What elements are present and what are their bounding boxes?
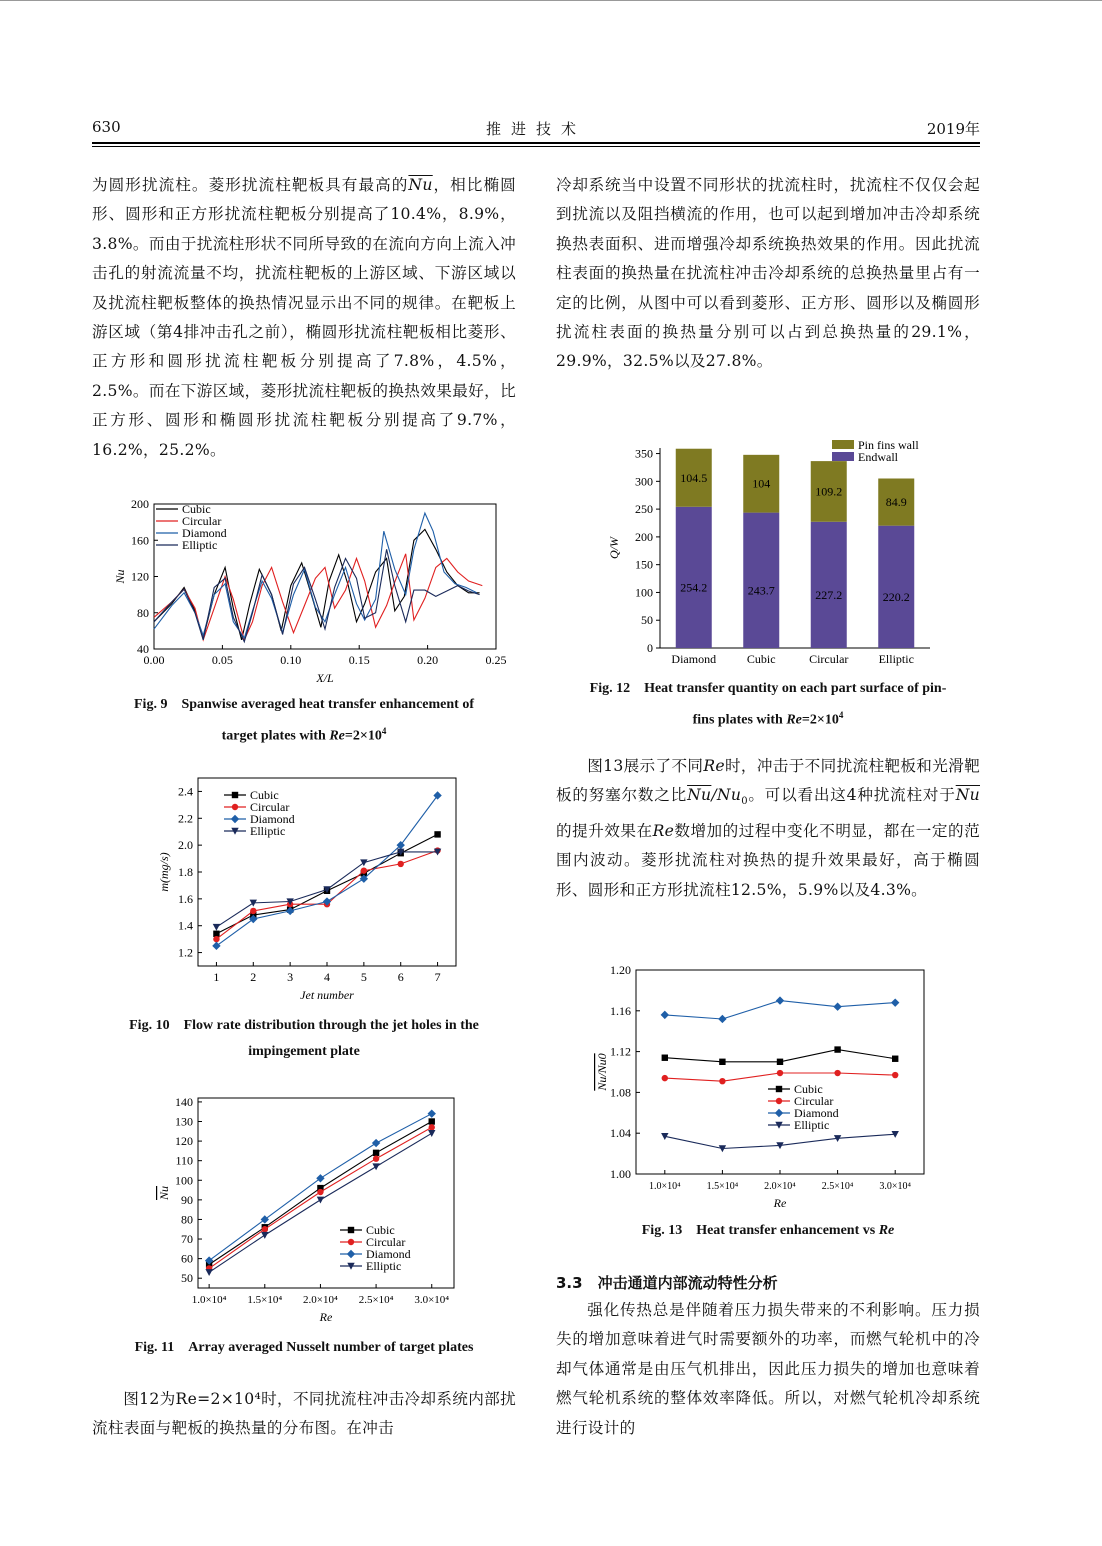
data-point-diamond [316,1174,324,1182]
y-tick-label: 110 [175,1153,193,1168]
x-axis-label: X/L [316,671,334,685]
y-tick-label: 1.4 [178,918,193,933]
y-axis-label: Nu [113,569,127,584]
y-tick-label: 350 [635,446,653,461]
section-heading: 3.3 冲击通道内部流动特性分析 [556,1274,778,1292]
x-tick-label: 0.00 [143,653,165,667]
legend-label: Cubic [182,502,211,516]
y-tick-label: 100 [175,1173,193,1188]
series-line-elliptic [154,549,480,642]
y-tick-label: 90 [181,1192,193,1207]
x-tick-label: 0.10 [280,653,302,667]
legend-label: Cubic [250,788,279,802]
data-point-cubic [719,1059,725,1065]
legend-marker [348,1239,354,1245]
legend-marker [347,1250,355,1258]
legend-label: Circular [794,1094,834,1108]
right-paragraph-3: 强化传热总是伴随着压力损失带来的不利影响。压力损失的增加意味着进气时需要额外的功率，而燃气轮机中的冷却气体通常是由压气机排出，因此压力损失的增加也意味着燃气轮机系统的整体效率降低。所以，对燃气轮机冷却系统进行设计的 [556,1301,980,1437]
legend-marker [231,815,239,823]
issue-year: 2019年 [926,120,980,138]
y-tick-label: 1.6 [178,891,193,906]
data-point-diamond [372,1139,380,1147]
page-header [92,118,980,144]
fig10-chart [92,770,516,1010]
bar-label-pin-fins: 84.9 [885,495,907,510]
x-tick-label: 0.25 [485,653,507,667]
data-point-diamond [433,791,441,799]
data-point-cubic [777,1059,783,1065]
data-point-circular [361,867,367,873]
bar-label-pin-fins: 104.5 [680,470,708,485]
data-point-elliptic [213,924,220,931]
bar-endwall [743,513,779,648]
y-tick-label: 1.2 [178,945,193,960]
data-point-diamond [661,1011,669,1019]
fig9-caption: Fig. 9 Spanwise averaged heat transfer enhancement of target plates with $Re=2\times 10^4$ [134,697,474,744]
data-point-cubic [834,1046,840,1052]
data-point-diamond [212,942,220,950]
left-paragraph-1: 为圆形扰流柱。菱形扰流柱靶板具有最高的$\overline{Nu}$，相比椭圆形、圆形和正方形扰流柱靶板分别提高了10.4%，8.9%，3.8%。而由于扰流柱形状不同所导致的在流向方向上流入冲击孔的射流流量不均，扰流柱靶板的上游区域、下游区域以及扰流柱靶板整体的换热情况显示出不同的规律。在靶板上游区域（第4排冲击孔之前），椭圆形扰流柱靶板相比菱形、正方形和圆形扰流柱靶板分别提高了7.8%，4.5%，2.5%。而在下游区域，菱形扰流柱靶板的换热效果最好，比正方形、圆形和椭圆形扰流柱靶板分别提高了9.7%，16.2%，25.2%。 [92,176,516,459]
legend-label: Elliptic [182,538,218,552]
y-axis-label: m(mg/s) [157,852,171,892]
y-tick-label: 200 [131,497,149,511]
data-point-circular [262,1226,268,1232]
legend-label: Elliptic [250,824,286,838]
legend-label: Elliptic [366,1259,402,1273]
right-paragraph-1: 冷却系统当中设置不同形状的扰流柱时，扰流柱不仅仅会起到扰流以及阻挡横流的作用，也可以起到增加冲击冷却系统换热表面积、进而增强冷却系统换热效果的作用。因此扰流柱表面的换热量在扰流柱冲击冷却系统的总换热量里占有一定的比例，从图中可以看到菱形、正方形、圆形以及椭圆形扰流柱表面的换热量分别可以占到总换热量的29.1%，29.9%，32.5%以及27.8%。 [556,176,980,371]
y-tick-label: 2.2 [178,811,193,826]
data-point-cubic [429,1118,435,1124]
data-point-cubic [662,1055,668,1061]
data-point-diamond [891,998,899,1006]
bar-label-endwall: 254.2 [680,580,708,595]
page-top-border [0,0,1102,1]
data-point-diamond [261,1215,269,1223]
data-point-circular [373,1156,379,1162]
x-axis-label: Jet number [300,988,354,1002]
x-tick-label: 1.5×10⁴ [706,1181,739,1192]
y-tick-label: 1.8 [178,865,193,879]
y-tick-label: 50 [641,613,653,628]
fig11-caption: Fig. 11 Array averaged Nusselt number of target plates [134,1340,474,1355]
data-point-diamond [428,1109,436,1117]
data-point-elliptic [205,1269,212,1276]
category-label: Elliptic [878,652,914,666]
data-point-cubic [373,1150,379,1156]
fig12-caption: Fig. 12 Heat transfer quantity on each part surface of pin- fins plates with $Re=2\times 10^4$ [589,681,947,728]
data-point-elliptic [317,1197,324,1204]
legend-label: Diamond [794,1106,839,1120]
y-tick-label: 80 [137,605,149,620]
data-point-circular [777,1070,783,1076]
x-tick-label: 2 [250,970,257,984]
legend-label: Diamond [250,812,295,826]
x-tick-label: 2.0×10⁴ [764,1181,796,1192]
x-tick-label: 7 [434,970,441,984]
y-tick-label: 1.12 [610,1044,631,1059]
x-tick-label: 3 [287,970,294,984]
bar-endwall [878,526,914,648]
x-tick-label: 3.0×10⁴ [879,1181,912,1192]
journal-name: 推进技术 [485,120,586,138]
y-tick-label: 2.4 [178,784,193,799]
legend-label: Circular [182,514,222,528]
category-label: Circular [809,652,849,666]
bar-label-endwall: 220.2 [882,589,910,604]
data-point-diamond [833,1003,841,1011]
x-axis-label: Re [773,1196,787,1210]
data-point-circular [429,1124,435,1130]
legend-label: Cubic [794,1082,823,1096]
legend-marker [775,1109,783,1117]
legend-label: Cubic [366,1223,395,1237]
data-point-circular [719,1078,725,1084]
y-tick-label: 80 [181,1212,193,1227]
y-tick-label: 1.00 [610,1167,631,1181]
x-tick-label: 6 [397,970,404,984]
x-tick-label: 2.0×10⁴ [303,1294,338,1306]
legend-marker [232,804,238,810]
x-axis-label: Re [319,1310,333,1324]
legend-label: Endwall [858,450,898,464]
legend-swatch [832,440,854,449]
data-point-circular [398,861,404,867]
x-tick-label: 5 [360,970,367,984]
fig11-chart [92,1090,516,1330]
y-tick-label: 50 [181,1271,193,1286]
data-point-cubic [434,831,440,837]
y-tick-label: 200 [635,529,653,544]
data-point-circular [213,936,219,942]
data-point-elliptic [261,1232,268,1239]
data-point-cubic [892,1056,898,1062]
y-tick-label: 100 [635,585,653,600]
legend-label: Elliptic [794,1118,830,1132]
left-paragraph-2: 图12为Re=2×10⁴时，不同扰流柱冲击冷却系统内部扰流柱表面与靶板的换热量的分布图。在冲击 [92,1390,516,1438]
y-tick-label: 70 [181,1232,193,1247]
y-tick-label: 1.04 [610,1126,631,1141]
bar-label-pin-fins: 109.2 [815,484,843,499]
x-tick-label: 1.0×10⁴ [191,1294,227,1306]
y-tick-label: 300 [635,474,653,489]
fig10-caption: Fig. 10 Flow rate distribution through the jet holes in the impingement plate [129,1018,479,1059]
data-point-elliptic [372,1163,379,1170]
legend-marker [348,1227,354,1233]
y-tick-label: 150 [635,557,653,572]
header-rule-thin [92,146,980,147]
legend-marker [776,1086,782,1092]
legend-marker [232,792,238,798]
y-tick-label: 120 [175,1134,193,1149]
data-point-circular [317,1189,323,1195]
data-point-elliptic [428,1130,435,1137]
category-label: Diamond [671,652,717,666]
y-tick-label: 0 [647,641,653,655]
data-point-elliptic [360,859,367,866]
page-number: 630 [92,118,121,136]
bar-endwall [811,522,847,648]
y-tick-label: 60 [181,1251,193,1266]
data-point-circular [662,1075,668,1081]
data-point-diamond [776,996,784,1004]
y-tick-label: 140 [175,1094,193,1109]
y-tick-label: 2.0 [178,838,193,853]
header-rule-thick [92,142,980,144]
bar-label-pin-fins: 104 [752,476,771,491]
fig9-chart [92,496,516,696]
x-tick-label: 0.15 [348,653,370,667]
y-tick-label: 1.20 [610,963,631,977]
data-point-circular [250,908,256,914]
legend-swatch [832,452,854,461]
y-axis-label: Q/W [607,537,621,559]
category-label: Cubic [746,652,776,666]
x-tick-label: 1 [213,970,220,984]
x-tick-label: 2.5×10⁴ [358,1294,394,1306]
x-tick-label: 0.20 [417,653,439,667]
x-tick-label: 3.0×10⁴ [414,1294,450,1306]
data-point-circular [892,1072,898,1078]
fig13-caption: Fig. 13 Heat transfer enhancement vs Re [641,1223,895,1238]
x-tick-label: 2.5×10⁴ [821,1181,854,1192]
y-tick-label: 1.16 [610,1003,631,1018]
series-line-circular [216,851,437,940]
y-tick-label: 1.08 [610,1085,631,1100]
y-tick-label: 40 [137,642,149,656]
fig12-chart [556,436,980,672]
data-point-diamond [718,1015,726,1023]
y-tick-label: 130 [175,1114,193,1129]
y-axis-label: Nu/Nu0 [595,1053,609,1091]
x-tick-label: 4 [324,970,330,984]
x-tick-label: 0.05 [211,653,233,667]
bar-label-endwall: 243.7 [747,583,775,598]
plot-frame [198,1098,454,1288]
legend-label: Diamond [366,1247,411,1261]
x-tick-label: 1.5×10⁴ [247,1294,283,1306]
bar-label-endwall: 227.2 [815,587,843,602]
legend-label: Circular [366,1235,406,1249]
legend-marker [776,1098,782,1104]
fig13-chart [556,958,980,1218]
data-point-circular [834,1070,840,1076]
bar-endwall [676,507,712,648]
series-line-circular [154,554,482,640]
right-paragraph-2: 图13展示了不同Re时，冲击于不同扰流柱靶板和光滑靶板的努塞尔数之比$\overline{Nu}/Nu_0$。可以看出这4种扰流柱对于$\overline{Nu}$的提升效果在Re数增加的过程中变化不明显，都在一定的范围内波动。菱形扰流柱对换热的提升效果最好，高于椭圆形、圆形和正方形扰流柱12.5%，5.9%以及4.3%。 [556,757,980,899]
legend-label: Circular [250,800,290,814]
legend-label: Pin fins wall [858,438,919,452]
legend-label: Diamond [182,526,227,540]
y-tick-label: 160 [131,533,149,548]
y-tick-label: 250 [635,502,653,517]
y-tick-label: 120 [131,569,149,584]
x-tick-label: 1.0×10⁴ [648,1181,681,1192]
y-axis-label: Nu [157,1185,171,1201]
